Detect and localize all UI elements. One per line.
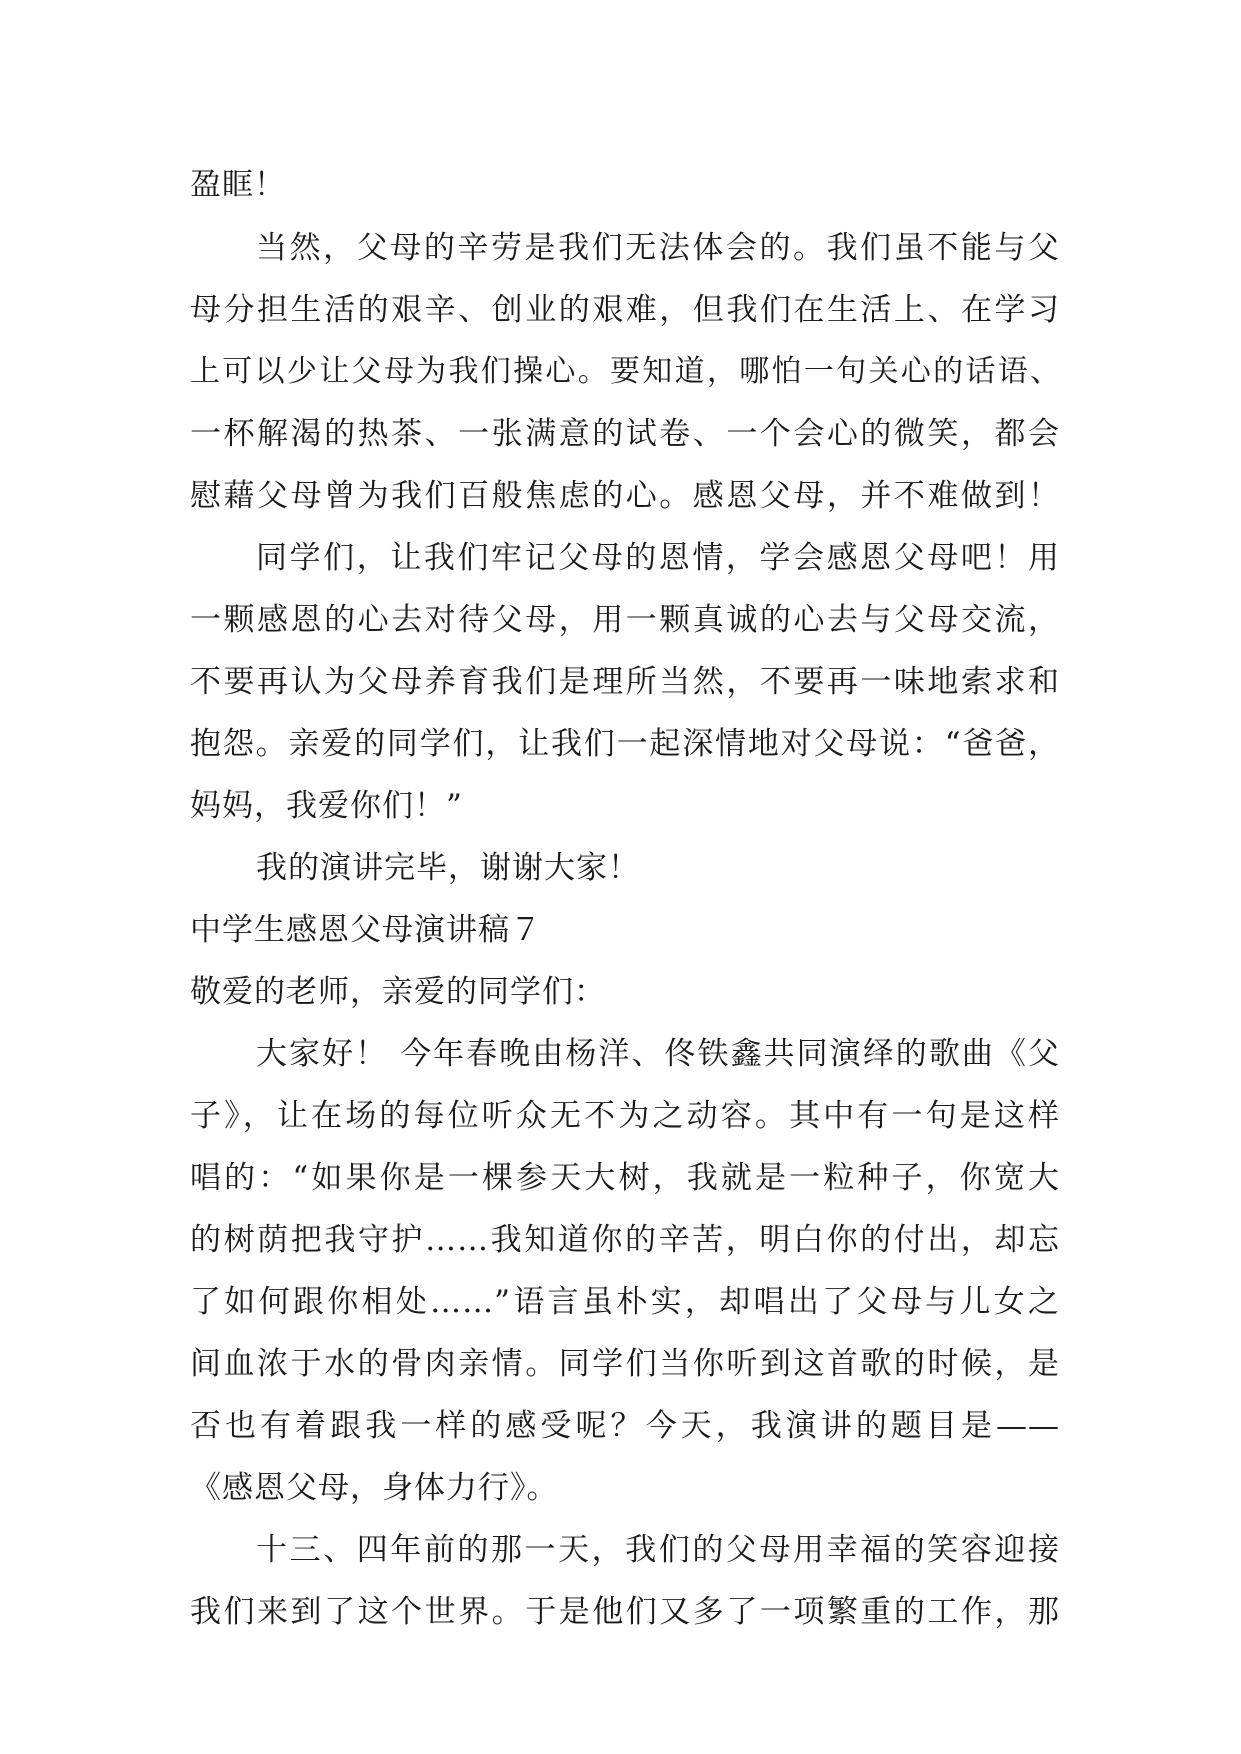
text-line: 慰藉父母曾为我们百般焦虑的心。感恩父母，并不难做到！	[190, 478, 1060, 514]
text-line: 当然，父母的辛劳是我们无法体会的。我们虽不能与父	[256, 230, 1060, 266]
text-line: 母分担生活的艰辛、创业的艰难，但我们在生活上、在学习	[190, 292, 1060, 328]
text-line: 一杯解渴的热茶、一张满意的试卷、一个会心的微笑，都会	[190, 416, 1060, 452]
text-line: 同学们，让我们牢记父母的恩情，学会感恩父母吧！用	[256, 540, 1060, 576]
text-line: 抱怨。亲爱的同学们，让我们一起深情地对父母说：“爸爸，	[190, 726, 1060, 762]
text-line: 了如何跟你相处……”语言虽朴实，却唱出了父母与儿女之	[190, 1284, 1060, 1320]
text-line: 十三、四年前的那一天，我们的父母用幸福的笑容迎接	[256, 1532, 1060, 1568]
text-line: 大家好！ 今年春晚由杨洋、佟铁鑫共同演绎的歌曲《父	[256, 1036, 1060, 1072]
text-line: 唱的：“如果你是一棵参天大树，我就是一粒种子，你宽大	[190, 1160, 1060, 1196]
text-line: 上可以少让父母为我们操心。要知道，哪怕一句关心的话语、	[190, 354, 1060, 389]
text-line: 的树荫把我守护……我知道你的辛苦，明白你的付出，却忘	[190, 1222, 1060, 1258]
text-line: 不要再认为父母养育我们是理所当然，不要再一味地索求和	[190, 664, 1060, 700]
text-line: 盈眶！	[190, 167, 286, 203]
text-line: 间血浓于水的骨肉亲情。同学们当你听到这首歌的时候，是	[190, 1346, 1060, 1382]
text-line: 我们来到了这个世界。于是他们又多了一项繁重的工作，那	[190, 1594, 1060, 1630]
text-line: 我的演讲完毕，谢谢大家！	[256, 850, 640, 886]
text-line: 否也有着跟我一样的感受呢？今天，我演讲的题目是——	[190, 1408, 1060, 1444]
text-line: 《感恩父母，身体力行》。	[190, 1470, 559, 1506]
section-heading: 中学生感恩父母演讲稿７	[190, 912, 542, 948]
salutation: 敬爱的老师，亲爱的同学们：	[190, 974, 606, 1010]
text-line: 一颗感恩的心去对待父母，用一颗真诚的心去与父母交流，	[190, 602, 1060, 638]
text-line: 妈妈，我爱你们！”	[190, 788, 463, 824]
text-line: 子》，让在场的每位听众无不为之动容。其中有一句是这样	[190, 1098, 1060, 1134]
